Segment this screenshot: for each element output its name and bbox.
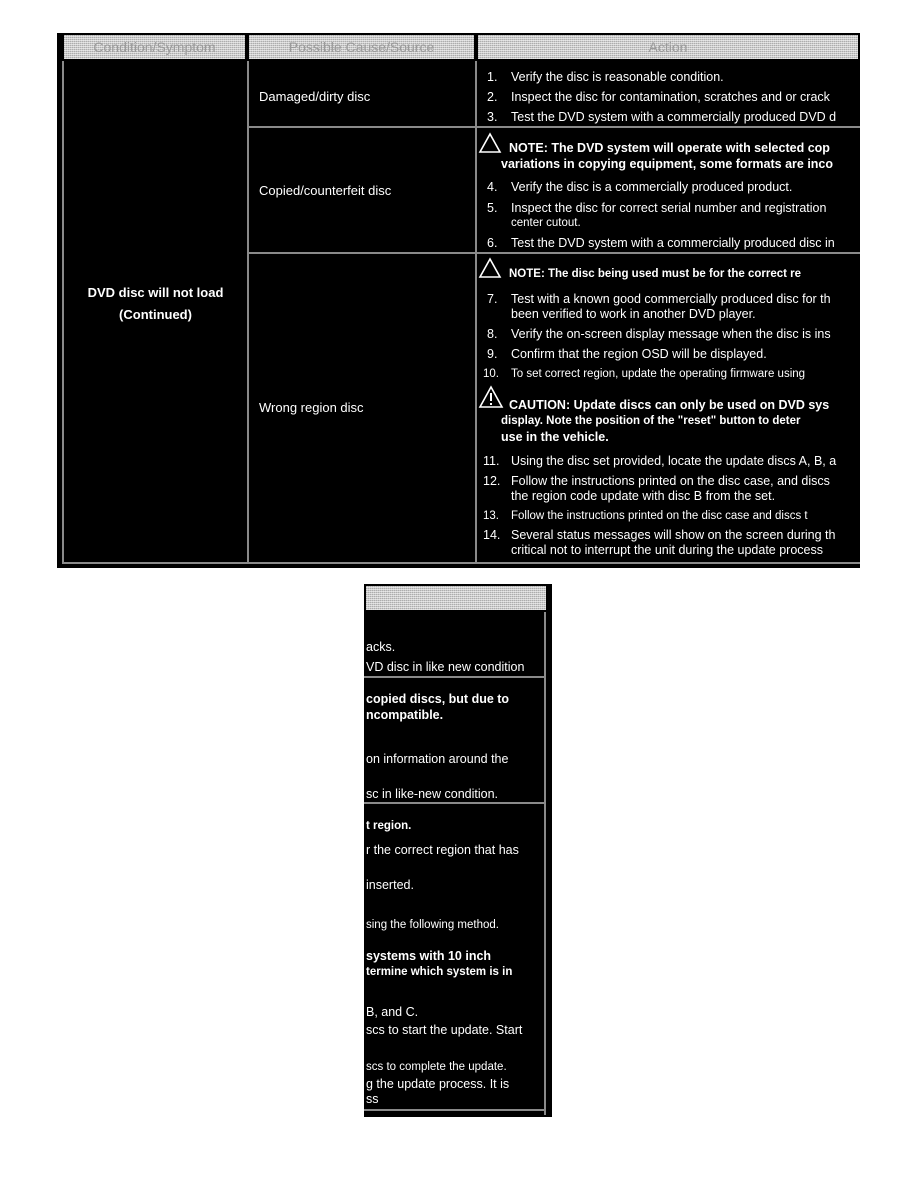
action-step-3: Test the DVD system with a commercially produced DVD d <box>511 110 837 124</box>
step-number: 13. <box>483 510 499 522</box>
row-divider-2 <box>247 252 860 254</box>
cause-damaged-disc: Damaged/dirty disc <box>259 89 371 104</box>
action-step-5: Inspect the disc for correct serial number and registration <box>511 201 827 215</box>
action-step-13: Follow the instructions printed on the disc case and discs t <box>511 510 808 522</box>
action-step-12-cont: the region code update with disc B from the set. <box>511 489 776 503</box>
continuation-panel <box>364 584 552 1117</box>
note-triangle-icon <box>478 132 502 154</box>
continuation-row-divider-1 <box>364 676 546 678</box>
step-number: 2. <box>487 90 498 104</box>
condition-title: DVD disc will not load <box>87 285 224 300</box>
action-step-7: Test with a known good commercially produced disc for th <box>511 292 831 306</box>
step-number: 3. <box>487 110 498 124</box>
caution-line1: CAUTION: Update discs can only be used on DVD sys <box>509 398 830 412</box>
continuation-row-divider-2 <box>364 802 546 804</box>
caution-triangle-icon <box>478 385 504 409</box>
header-possible-cause: Possible Cause/Source <box>247 33 476 61</box>
step-number: 14. <box>483 528 501 542</box>
action-step-1: Verify the disc is reasonable condition. <box>511 70 724 84</box>
condition-continued: (Continued) <box>119 307 192 322</box>
continuation-line: inserted. <box>366 878 414 892</box>
step-number: 7. <box>487 292 498 306</box>
note-copied-discs-line2: variations in copying equipment, some formats are inco <box>501 157 834 171</box>
continuation-line: scs to start the update. Start <box>366 1023 523 1037</box>
action-step-11: Using the disc set provided, locate the update discs A, B, a <box>511 454 837 468</box>
continuation-line: termine which system is in <box>366 966 513 978</box>
continuation-line: r the correct region that has <box>366 843 519 857</box>
continuation-line: on information around the <box>366 752 509 766</box>
step-number: 9. <box>487 347 498 361</box>
step-number: 6. <box>487 236 498 250</box>
note-triangle-icon <box>478 257 502 279</box>
action-step-6: Test the DVD system with a commercially produced disc in <box>511 236 835 250</box>
continuation-line: scs to complete the update. <box>366 1061 507 1073</box>
action-step-9: Confirm that the region OSD will be displayed. <box>511 347 767 361</box>
continuation-header <box>364 584 548 612</box>
continuation-border-bottom <box>364 1109 546 1111</box>
action-step-4: Verify the disc is a commercially produced product. <box>511 180 793 194</box>
action-step-5-cont: center cutout. <box>511 217 581 229</box>
action-step-10: To set correct region, update the operating firmware using <box>511 368 806 380</box>
continuation-line: ss <box>366 1092 379 1106</box>
continuation-line: copied discs, but due to <box>366 692 510 706</box>
column-divider-2 <box>475 61 477 564</box>
column-divider-1 <box>247 61 249 564</box>
step-number: 11. <box>483 454 500 468</box>
step-number: 5. <box>487 201 498 215</box>
action-step-14-cont: critical not to interrupt the unit during the update process <box>511 543 823 557</box>
troubleshooting-table <box>57 33 860 568</box>
continuation-border-right <box>544 612 546 1115</box>
step-number: 8. <box>487 327 498 341</box>
condition-cell <box>64 282 247 326</box>
row-divider-1 <box>247 126 860 128</box>
action-step-12: Follow the instructions printed on the disc case, and discs <box>511 474 830 488</box>
table-border-bottom <box>62 562 860 564</box>
action-step-7-cont: been verified to work in another DVD player. <box>511 307 756 321</box>
continuation-line: t region. <box>366 820 412 832</box>
header-action: Action <box>476 33 860 61</box>
action-step-14: Several status messages will show on the screen during th <box>511 528 836 542</box>
note-region: NOTE: The disc being used must be for the correct re <box>509 268 802 280</box>
step-number: 10. <box>483 368 499 380</box>
caution-line3: use in the vehicle. <box>501 430 609 444</box>
cause-copied-disc: Copied/counterfeit disc <box>259 183 392 198</box>
header-condition-symptom: Condition/Symptom <box>62 33 247 61</box>
continuation-line: sc in like-new condition. <box>366 787 499 801</box>
continuation-line: acks. <box>366 640 396 654</box>
continuation-line: sing the following method. <box>366 919 499 931</box>
continuation-line: ncompatible. <box>366 708 444 722</box>
continuation-line: systems with 10 inch <box>366 949 492 963</box>
note-copied-discs-line1: NOTE: The DVD system will operate with selected cop <box>509 141 830 155</box>
step-number: 1. <box>487 70 498 84</box>
cause-wrong-region-disc: Wrong region disc <box>259 400 364 415</box>
continuation-line: VD disc in like new condition <box>366 660 525 674</box>
action-step-8: Verify the on-screen display message when the disc is ins <box>511 327 831 341</box>
action-step-2: Inspect the disc for contamination, scratches and or crack <box>511 90 830 104</box>
step-number: 12. <box>483 474 501 488</box>
continuation-line: B, and C. <box>366 1005 419 1019</box>
continuation-line: g the update process. It is <box>366 1077 510 1091</box>
caution-line2: display. Note the position of the "reset" button to deter <box>501 415 801 427</box>
step-number: 4. <box>487 180 498 194</box>
